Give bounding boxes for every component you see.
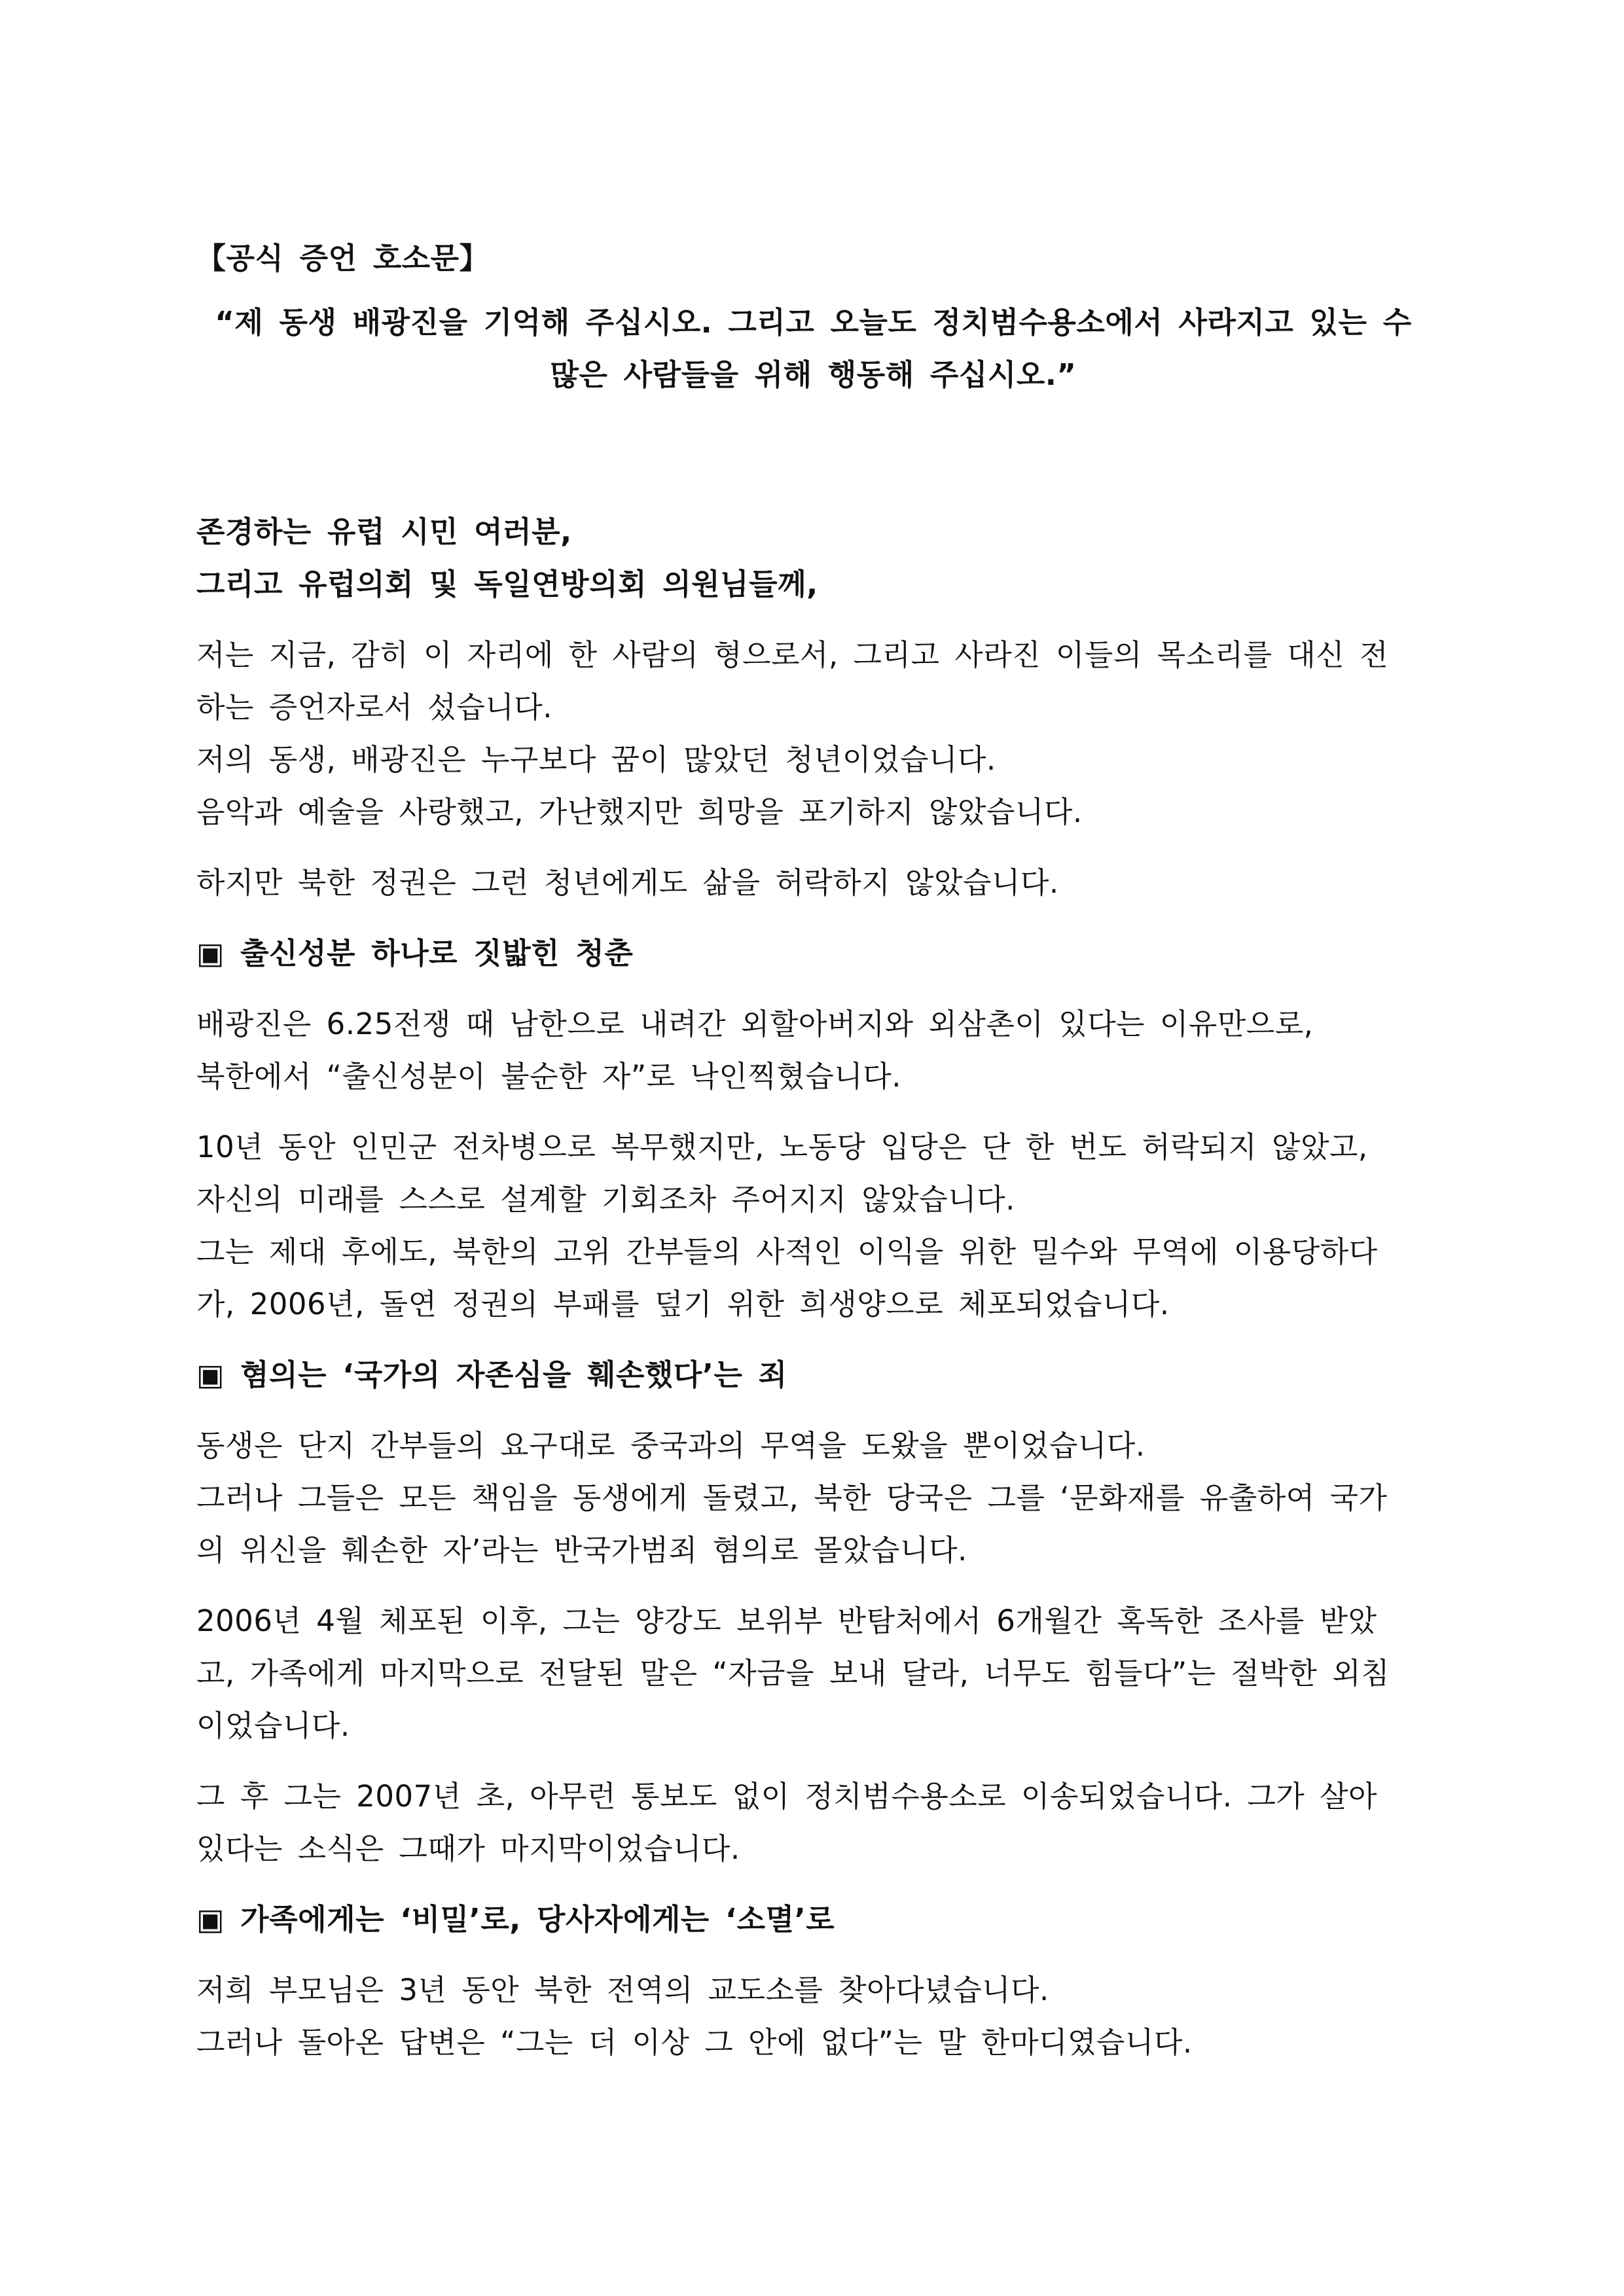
quote-line: “제 동생 배광진을 기억해 주십시오. 그리고 오늘도 정치범수용소에서 사라지고 있는 수 [215,305,1412,340]
text-line: 배광진은 6.25전쟁 때 남한으로 내려간 외할아버지와 외삼촌이 있다는 이유만으로, [196,1007,1314,1041]
text-line: 북한에서 “출신성분이 불순한 자”로 낙인찍혔습니다. [196,1059,902,1094]
document-title: 【공식 증언 호소문】 [196,241,490,276]
quote-line: 많은 사람들을 위해 행동해 주십시오.” [550,357,1077,392]
section-heading-3: ▣ 가족에게는 ‘비밀’로, 당사자에게는 ‘소멸’로 [196,1902,835,1937]
section2-paragraph-2 [196,1595,1430,1752]
text-line: 2006년 4월 체포된 이후, 그는 양강도 보위부 반탐처에서 6개월간 혹독한 조사를 받았 [196,1604,1377,1638]
section1-paragraph-1 [196,998,1430,1103]
text-line: 이었습니다. [196,1708,350,1743]
salutation-line: 존경하는 유럽 시민 여러분, [196,514,572,549]
salutation [196,506,1430,611]
text-line: 그러나 그들은 모든 책임을 동생에게 돌렸고, 북한 당국은 그를 ‘문화재를 유출하여 국가 [196,1480,1388,1515]
text-line: 그러나 돌아온 답변은 “그는 더 이상 그 안에 없다”는 말 한마디였습니다. [196,2025,1193,2060]
intro-paragraph-2 [196,857,1430,909]
text-line: 하는 증언자로서 섰습니다. [196,690,553,725]
section2-paragraph-1 [196,1420,1430,1577]
section-heading-1: ▣ 출신성분 하나로 짓밟힌 청춘 [196,936,634,971]
text-line: 고, 가족에게 마지막으로 전달된 말은 “자금을 보내 달라, 너무도 힘들다”는 절박한 외침 [196,1656,1390,1691]
text-line: 저는 지금, 감히 이 자리에 한 사람의 형으로서, 그리고 사라진 이들의 목소리를 대신 전 [196,637,1389,672]
text-line: 그 후 그는 2007년 초, 아무런 통보도 없이 정치범수용소로 이송되었습니다. 그가 살아 [196,1779,1378,1814]
intro-paragraph [196,629,1430,838]
text-line: 10년 동안 인민군 전차병으로 복무했지만, 노동당 입당은 단 한 번도 허락되지 않았고, [196,1130,1368,1164]
text-line: 하지만 북한 정권은 그런 청년에게도 삶을 허락하지 않았습니다. [196,865,1059,900]
text-line: 저희 부모님은 3년 동안 북한 전역의 교도소를 찾아다녔습니다. [196,1973,1049,2007]
text-line: 자신의 미래를 스스로 설계할 기회조차 주어지지 않았습니다. [196,1182,1015,1217]
document-page [196,232,1430,2069]
section1-paragraph-2 [196,1121,1430,1331]
headline-quote [196,296,1430,401]
text-line: 저의 동생, 배광진은 누구보다 꿈이 많았던 청년이었습니다. [196,742,996,777]
text-line: 있다는 소식은 그때가 마지막이었습니다. [196,1831,740,1866]
section2-paragraph-3 [196,1770,1430,1875]
section-heading-2: ▣ 혐의는 ‘국가의 자존심을 훼손했다’는 죄 [196,1357,787,1392]
text-line: 의 위신을 훼손한 자’라는 반국가범죄 혐의로 몰았습니다. [196,1533,967,1568]
salutation-line: 그리고 유럽의회 및 독일연방의회 의원님들께, [196,567,818,601]
text-line: 그는 제대 후에도, 북한의 고위 간부들의 사적인 이익을 위한 밀수와 무역에 이용당하다 [196,1234,1378,1269]
text-line: 동생은 단지 간부들의 요구대로 중국과의 무역을 도왔을 뿐이었습니다. [196,1428,1146,1463]
text-line: 가, 2006년, 돌연 정권의 부패를 덮기 위한 희생양으로 체포되었습니다. [196,1287,1170,1321]
text-line: 음악과 예술을 사랑했고, 가난했지만 희망을 포기하지 않았습니다. [196,795,1083,829]
section3-paragraph-1 [196,1964,1430,2069]
